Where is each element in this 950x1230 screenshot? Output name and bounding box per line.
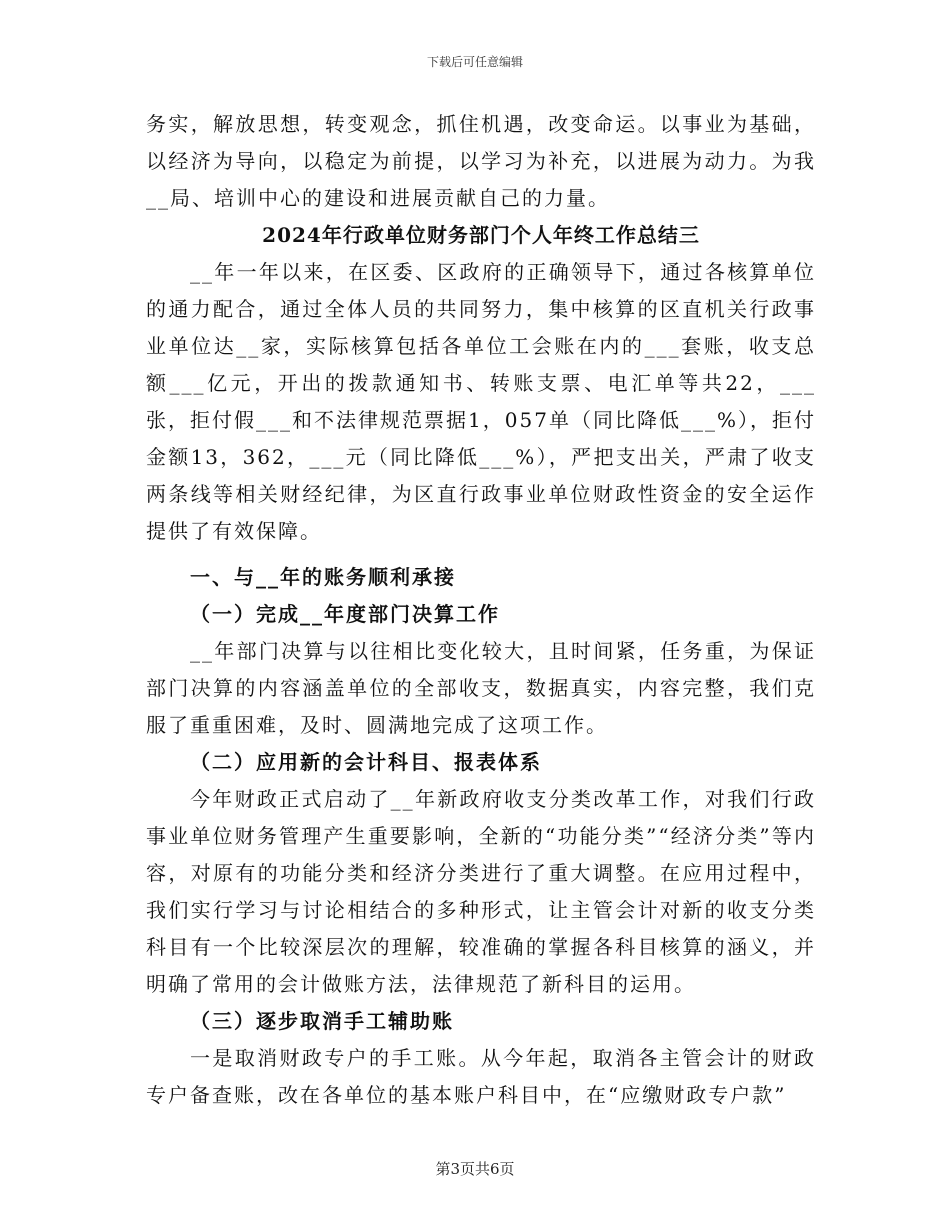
paragraph-summary: __年一年以来，在区委、区政府的正确领导下，通过各核算单位的通力配合，通过全体人员的共同努力，集中核算的区直机关行政事业单位达__家，实际核算包括各单位工会账在内的___套账，收支总额___亿元，开出的拨款通知书、转账支票、电汇单等共22，___张，拒付假___和不法律规范票据1，057单（同比降低___%），拒付金额13，362，___元（同比降低___%），严把支出关，严肃了收支两条线等相关财经纪律，为区直行政事业单位财政性资金的安全运作提供了有效保障。	[146, 260, 816, 543]
page-number: 第3页共6页	[435, 1160, 515, 1178]
document-body	[146, 106, 816, 1114]
subsection-heading-3: （三）逐步取消手工辅助账	[190, 1009, 454, 1033]
section-spacer	[146, 550, 816, 559]
subsection-heading-2: （二）应用新的会计科目、报表体系	[190, 750, 542, 774]
subsection-heading-1: （一）完成__年度部门决算工作	[190, 602, 500, 626]
intro-paragraph: 务实，解放思想，转变观念，抓住机遇，改变命运。以事业为基础，以经济为导向，以稳定为前提，以学习为补充，以进展为动力。为我__局、培训中心的建设和进展贡献自己的力量。	[146, 112, 816, 210]
document-title: 2024年行政单位财务部门个人年终工作总结三	[262, 223, 700, 247]
paragraph-manual-ledgers: 一是取消财政专户的手工账。从今年起，取消各主管会计的财政专户备查账，改在各单位的基本账户科目中，在“应缴财政专户款”	[146, 1046, 816, 1107]
paragraph-final-accounts: __年部门决算与以往相比变化较大，且时间紧，任务重，为保证部门决算的内容涵盖单位的全部收支，数据真实，内容完整，我们克服了重重困难，及时、圆满地完成了这项工作。	[146, 639, 816, 737]
header-note: 下载后可任意编辑	[426, 55, 523, 69]
section-heading-1: 一、与__年的账务顺利承接	[190, 565, 456, 589]
paragraph-new-accounts: 今年财政正式启动了__年新政府收支分类改革工作，对我们行政事业单位财务管理产生重要影响，全新的“功能分类”“经济分类”等内容，对原有的功能分类和经济分类进行了重大调整。在应用过程中，我们实行学习与讨论相结合的多种形式，让主管会计对新的收支分类科目有一个比较深层次的理解，较准确的掌握各科目核算的涵义，并明确了常用的会计做账方法，法律规范了新科目的运用。	[146, 787, 816, 996]
